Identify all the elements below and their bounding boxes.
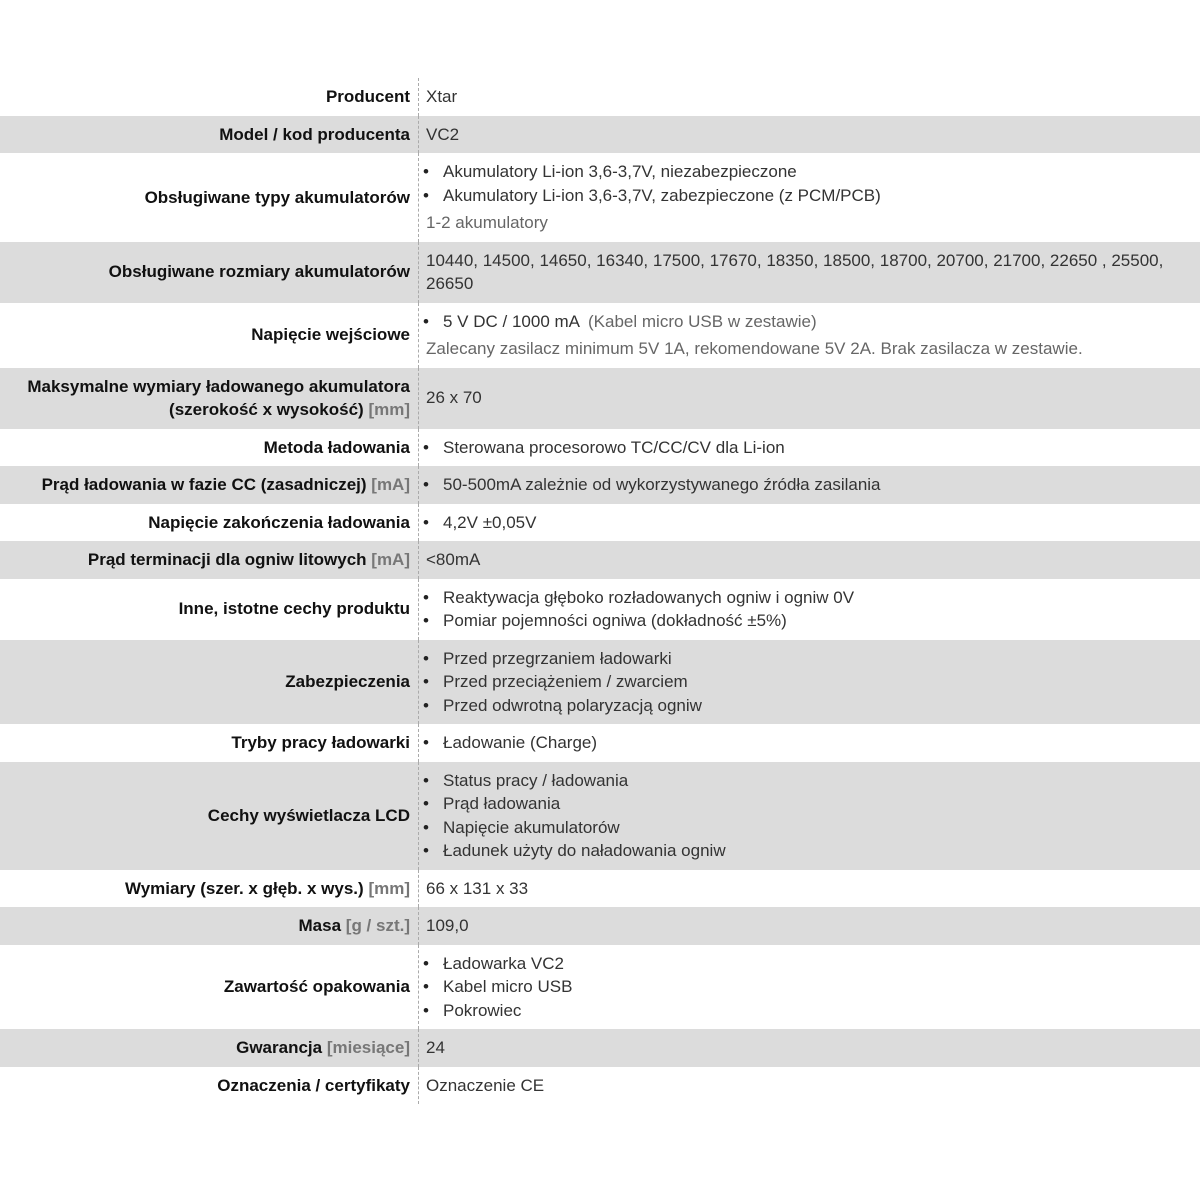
spec-label (0, 579, 412, 640)
bullet-text: Pokrowiec (443, 1000, 522, 1020)
column-divider (418, 153, 419, 242)
bullet-item (426, 647, 1200, 671)
bullet-text: Status pracy / ładowania (443, 770, 629, 790)
bullet-text: Akumulatory Li-ion 3,6-3,7V, niezabezpieczone (443, 162, 797, 181)
spec-label (0, 907, 412, 945)
bullet-item (426, 473, 1200, 497)
label-unit: [mA] (371, 475, 410, 494)
spec-label-text (217, 1074, 410, 1098)
spec-row (0, 78, 1200, 116)
value-text: 26 x 70 (426, 388, 482, 408)
column-divider (418, 1029, 419, 1067)
spec-value (426, 945, 1200, 1030)
column-divider (418, 368, 419, 429)
spec-row (0, 242, 1200, 303)
spec-label-text (219, 123, 410, 147)
column-divider (418, 640, 419, 725)
label-text: Obsługiwane rozmiary akumulatorów (108, 262, 410, 282)
spec-row (0, 640, 1200, 725)
spec-label (0, 429, 412, 467)
spec-value (426, 579, 1200, 640)
spec-label-text (285, 670, 410, 694)
bullet-text: Przed odwrotną polaryzacją ogniw (443, 695, 702, 715)
spec-label-text (224, 975, 410, 999)
column-divider (418, 1067, 419, 1105)
label-text: Model / kod producenta (219, 124, 410, 144)
label-unit: [mm] (368, 878, 410, 898)
value-text: 109,0 (426, 916, 469, 935)
column-divider (418, 870, 419, 908)
bullet-text: Prąd ładowania (443, 794, 561, 813)
spec-row (0, 429, 1200, 467)
spec-label-text (148, 511, 410, 535)
bullet-text: Napięcie akumulatorów (443, 817, 620, 837)
bullet-text: Ładowarka VC2 (443, 953, 564, 973)
spec-label (0, 762, 412, 870)
label-text: Gwarancja (236, 1038, 323, 1057)
bullet-item (426, 839, 1200, 863)
spec-label (0, 1029, 412, 1067)
spec-value (426, 870, 1200, 908)
spec-value (426, 153, 1200, 242)
spec-row (0, 907, 1200, 945)
spec-label (0, 116, 412, 154)
spec-label (0, 368, 412, 429)
spec-label-text (208, 804, 410, 828)
column-divider (418, 579, 419, 640)
bullet-item (426, 731, 1200, 755)
spec-row (0, 541, 1200, 579)
spec-value (426, 303, 1200, 368)
spec-label-text (125, 877, 410, 901)
value-text: Oznaczenie CE (426, 1075, 545, 1095)
label-text: Producent (325, 87, 410, 106)
column-divider (418, 242, 419, 303)
bullet-text: Sterowana procesorowo TC/CC/CV dla Li-ion (443, 437, 785, 457)
spec-row (0, 504, 1200, 542)
spec-label-text (88, 548, 410, 572)
spec-label-text (179, 597, 410, 621)
bullet-item (426, 769, 1200, 793)
spec-label-text (27, 375, 410, 422)
bullet-item (426, 586, 1200, 610)
spec-label (0, 153, 412, 242)
bullet-item (426, 694, 1200, 718)
bullet-text: Kabel micro USB (443, 977, 573, 996)
spec-value (426, 724, 1200, 762)
spec-value (426, 78, 1200, 116)
value-text: Xtar (426, 87, 458, 106)
spec-label-text (299, 914, 410, 938)
label-text: Zabezpieczenia (285, 672, 410, 691)
column-divider (418, 504, 419, 542)
bullet-text: Ładunek użyty do naładowania ogniw (443, 841, 726, 860)
label-text: Prąd ładowania w fazie CC (zasadniczej) (41, 475, 367, 494)
column-divider (418, 116, 419, 154)
label-text: Masa (298, 916, 342, 935)
spec-row (0, 368, 1200, 429)
value-text: 24 (426, 1038, 445, 1057)
spec-value (426, 116, 1200, 154)
label-text: Napięcie zakończenia ładowania (148, 512, 410, 532)
specification-table (0, 78, 1200, 1104)
spec-label (0, 78, 412, 116)
bullet-item (426, 952, 1200, 976)
spec-value (426, 1029, 1200, 1067)
value-text: VC2 (426, 124, 460, 144)
label-text: Cechy wyświetlacza LCD (207, 805, 410, 825)
spec-label (0, 870, 412, 908)
label-unit: [mm] (368, 400, 410, 419)
bullet-item (426, 310, 1200, 334)
spec-value (426, 640, 1200, 725)
spec-row (0, 1029, 1200, 1067)
bullet-item (426, 999, 1200, 1023)
value-text: 66 x 131 x 33 (426, 878, 529, 898)
value-text: <80mA (426, 550, 481, 569)
spec-label (0, 541, 412, 579)
column-divider (418, 78, 419, 116)
label-text: Inne, istotne cechy produktu (178, 599, 410, 619)
spec-label-text (251, 323, 410, 347)
label-unit: [g / szt.] (345, 916, 410, 935)
spec-value (426, 1067, 1200, 1105)
bullet-text: Ładowanie (Charge) (443, 733, 598, 752)
bullet-item (426, 511, 1200, 535)
label-text: Prąd terminacji dla ogniw litowych (87, 550, 367, 569)
spec-value (426, 368, 1200, 429)
bullet-text: 4,2V ±0,05V (443, 512, 537, 532)
column-divider (418, 429, 419, 467)
spec-value (426, 762, 1200, 870)
label-text-line2: (szerokość x wysokość) (169, 400, 364, 419)
bullet-item (426, 160, 1200, 184)
spec-row (0, 945, 1200, 1030)
spec-label (0, 724, 412, 762)
spec-label-text (236, 1036, 410, 1060)
spec-row (0, 762, 1200, 870)
bullet-text: Przed przeciążeniem / zwarciem (443, 672, 688, 691)
bullet-text: Przed przegrzaniem ładowarki (443, 648, 672, 668)
bullet-text: 5 V DC / 1000 mA (443, 311, 581, 331)
label-text: Zawartość opakowania (223, 977, 410, 996)
label-text: Oznaczenia / certyfikaty (217, 1075, 410, 1095)
spec-label-text (231, 731, 410, 755)
label-unit: [miesiące] (326, 1038, 410, 1057)
column-divider (418, 541, 419, 579)
bullet-text: 50-500mA zależnie od wykorzystywanego źródła zasilania (443, 475, 881, 494)
spec-label-text (326, 85, 410, 109)
spec-row (0, 303, 1200, 368)
spec-row (0, 870, 1200, 908)
spec-value (426, 242, 1200, 303)
label-unit: [mA] (371, 550, 410, 569)
label-text: Tryby pracy ładowarki (231, 733, 410, 752)
label-text: Wymiary (szer. x głęb. x wys.) (124, 878, 364, 898)
spec-label (0, 242, 412, 303)
column-divider (418, 907, 419, 945)
spec-label-text (109, 260, 410, 284)
spec-row (0, 116, 1200, 154)
spec-value (426, 466, 1200, 504)
spec-label (0, 303, 412, 368)
column-divider (418, 762, 419, 870)
bullet-text: Pomiar pojemności ogniwa (dokładność ±5%) (443, 611, 787, 630)
bullet-item (426, 975, 1200, 999)
spec-value (426, 504, 1200, 542)
label-text: Metoda ładowania (263, 437, 410, 457)
column-divider (418, 945, 419, 1030)
spec-label-text (42, 473, 410, 497)
spec-value (426, 907, 1200, 945)
spec-label (0, 640, 412, 725)
spec-label-text (145, 186, 410, 210)
spec-value (426, 541, 1200, 579)
bullet-text: Akumulatory Li-ion 3,6-3,7V, zabezpieczone (z PCM/PCB) (443, 185, 881, 205)
spec-label (0, 466, 412, 504)
spec-label (0, 945, 412, 1030)
column-divider (418, 303, 419, 368)
bullet-item (426, 609, 1200, 633)
spec-row (0, 724, 1200, 762)
label-text: Obsługiwane typy akumulatorów (144, 187, 410, 207)
value-note: Zalecany zasilacz minimum 5V 1A, rekomendowane 5V 2A. Brak zasilacza w zestawie. (426, 339, 1083, 358)
spec-row (0, 466, 1200, 504)
spec-row (0, 1067, 1200, 1105)
column-divider (418, 466, 419, 504)
bullet-text: Reaktywacja głęboko rozładowanych ogniw i ogniw 0V (443, 587, 855, 607)
bullet-extra: (Kabel micro USB w zestawie) (588, 311, 817, 331)
bullet-item (426, 816, 1200, 840)
bullet-item (426, 670, 1200, 694)
spec-row (0, 153, 1200, 242)
spec-label-text (264, 436, 410, 460)
bullet-item (426, 792, 1200, 816)
spec-label (0, 504, 412, 542)
spec-value (426, 429, 1200, 467)
bullet-item (426, 184, 1200, 208)
bullet-item (426, 436, 1200, 460)
value-text: 10440, 14500, 14650, 16340, 17500, 17670, 18350, 18500, 18700, 20700, 21700, 22650 , 25500, 26650 (426, 250, 1164, 293)
column-divider (418, 724, 419, 762)
spec-row (0, 579, 1200, 640)
spec-label (0, 1067, 412, 1105)
label-text: Napięcie wejściowe (251, 325, 410, 345)
value-note: 1-2 akumulatory (426, 213, 548, 232)
label-text: Maksymalne wymiary ładowanego akumulatora (27, 376, 410, 396)
